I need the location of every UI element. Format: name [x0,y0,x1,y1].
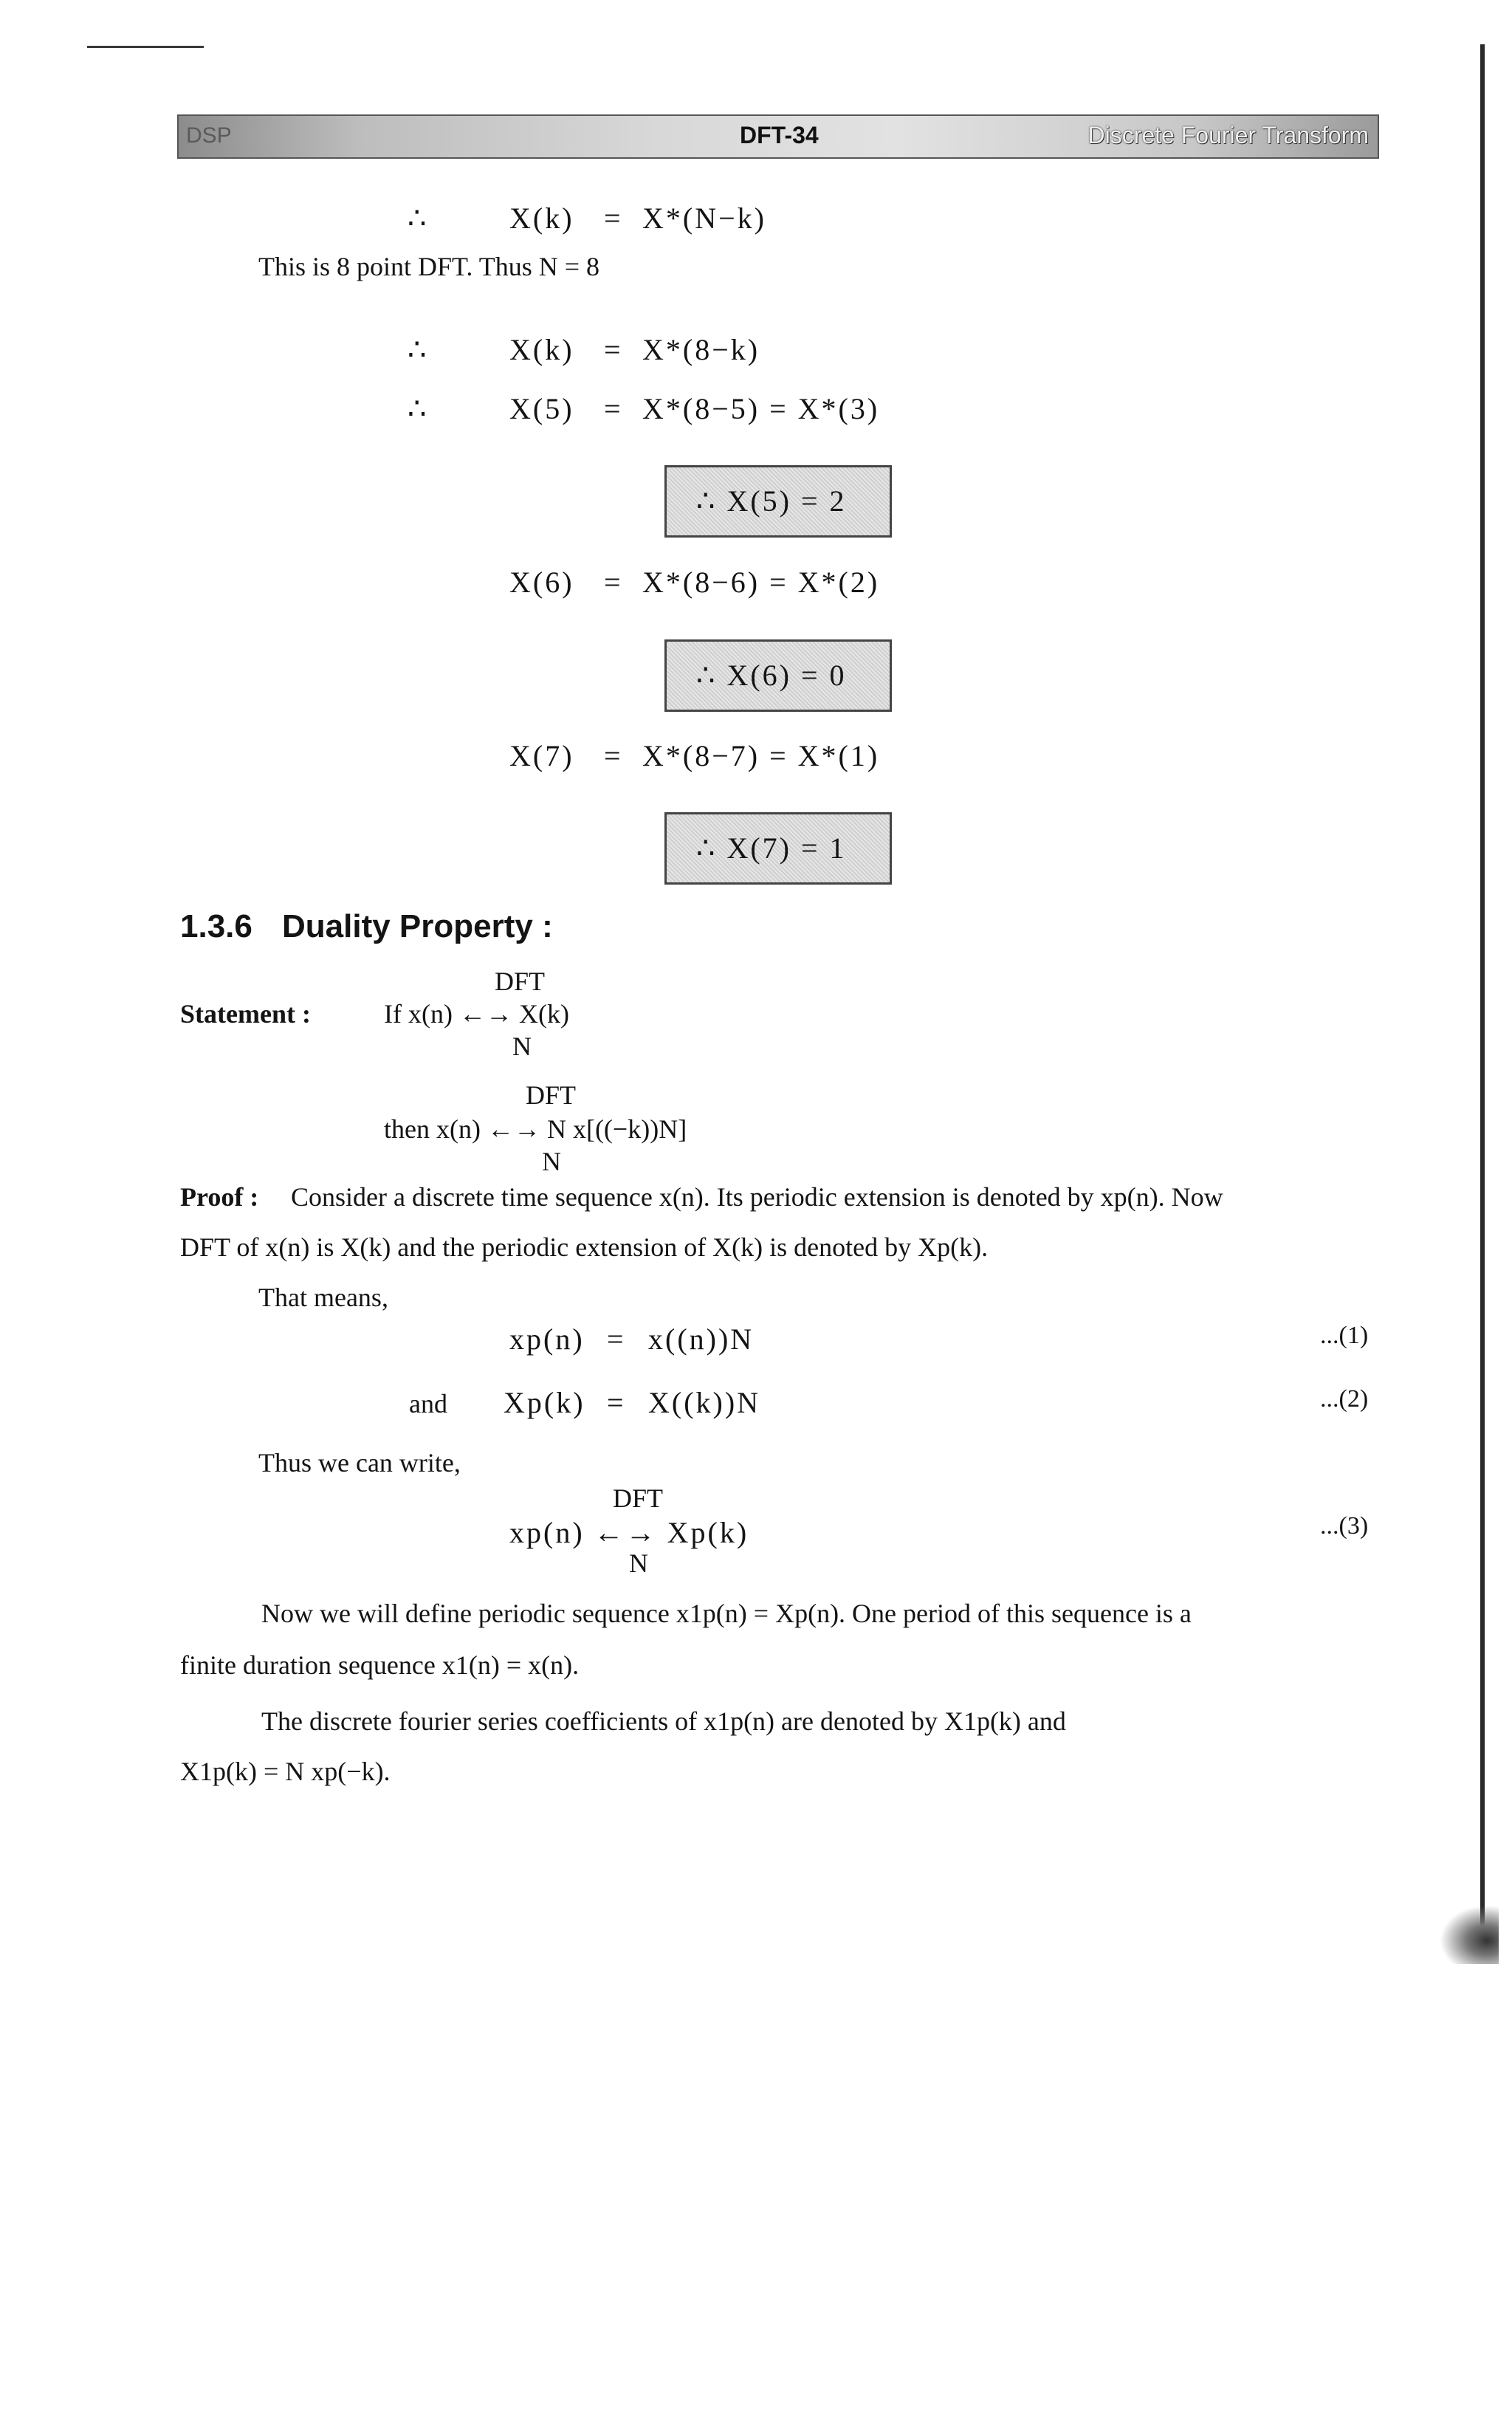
eq2-equals: = [604,333,623,366]
proof-label: Proof : [180,1182,259,1212]
eqn2-equals: = [607,1386,626,1419]
eqn1-equals: = [607,1322,626,1356]
eq2-rhs: X*(8−k) [642,333,760,366]
eq3-lhs: X(5) [509,392,574,425]
section-number: 1.3.6 [180,908,252,944]
statement-line1: If x(n) ←→ X(k) [384,999,569,1029]
header-left-text: DSP [186,123,232,148]
and-word: and [409,1389,447,1418]
result-box-x6: ∴ X(6) = 0 [664,639,892,712]
proof-text-line1: Consider a discrete time sequence x(n). Its periodic extension is denoted by xp(n). Now [291,1182,1223,1212]
eqn2-lhs: Xp(k) [504,1386,585,1419]
eq2-lhs: X(k) [509,333,574,366]
dft-label: DFT [613,1483,664,1513]
top-rule [87,46,204,48]
therefore-symbol: ∴ [408,202,429,235]
para2-line1: The discrete fourier series coefficients of x1p(n) are denoted by X1p(k) and [261,1706,1066,1736]
result-box-x7: ∴ X(7) = 1 [664,812,892,885]
result-box-x5: ∴ X(5) = 2 [664,465,892,538]
equation-number: ...(1) [1320,1322,1369,1349]
that-means: That means, [258,1283,388,1312]
para1-line2: finite duration sequence x1(n) = x(n). [180,1650,580,1680]
dft-label: DFT [526,1080,577,1110]
eq4-equals: = [604,566,623,599]
equation-number: ...(3) [1320,1512,1369,1540]
statement-line2: then x(n) ←→ N x[((−k))N] [384,1114,687,1144]
statement-label: Statement : [180,999,311,1029]
equation-number: ...(2) [1320,1385,1369,1413]
therefore-symbol: ∴ [408,392,429,425]
eqn1-rhs: x((n))N [648,1322,755,1356]
eq3-rhs: X*(8−5) = X*(3) [642,392,880,425]
eq4-rhs: X*(8−6) = X*(2) [642,566,880,599]
page-header [177,114,1379,159]
n-label: N [542,1147,561,1176]
binding-edge [1480,44,1485,1935]
para2-line2: X1p(k) = N xp(−k). [180,1757,391,1786]
eq4-lhs: X(6) [509,566,574,599]
n-label: N [512,1032,532,1061]
eq5-equals: = [604,739,623,772]
eqn1-lhs: xp(n) [509,1322,585,1356]
eq1-equals: = [604,202,623,235]
chapter-title: Discrete Fourier Transform [1087,122,1369,148]
para1-line1: Now we will define periodic sequence x1p(n) = Xp(n). One period of this sequence is a [261,1599,1192,1628]
eq5-lhs: X(7) [509,739,574,772]
binding-shadow [1440,1905,1499,1964]
dft-label: DFT [495,967,546,996]
eq3-equals: = [604,392,623,425]
section-title: Duality Property : [282,908,553,944]
thus-we-can-write: Thus we can write, [258,1448,461,1478]
eqn2-rhs: X((k))N [648,1386,761,1419]
page-number: DFT-34 [740,122,819,148]
eq5-rhs: X*(8−7) = X*(1) [642,739,880,772]
eqn3-expression: xp(n) ←→ Xp(k) [509,1516,749,1549]
proof-text-line2: DFT of x(n) is X(k) and the periodic extension of X(k) is denoted by Xp(k). [180,1232,989,1262]
eq1-lhs: X(k) [509,202,574,235]
eight-point-note: This is 8 point DFT. Thus N = 8 [258,252,600,281]
eq1-rhs: X*(N−k) [642,202,766,235]
n-label: N [629,1548,648,1578]
therefore-symbol: ∴ [408,333,429,366]
